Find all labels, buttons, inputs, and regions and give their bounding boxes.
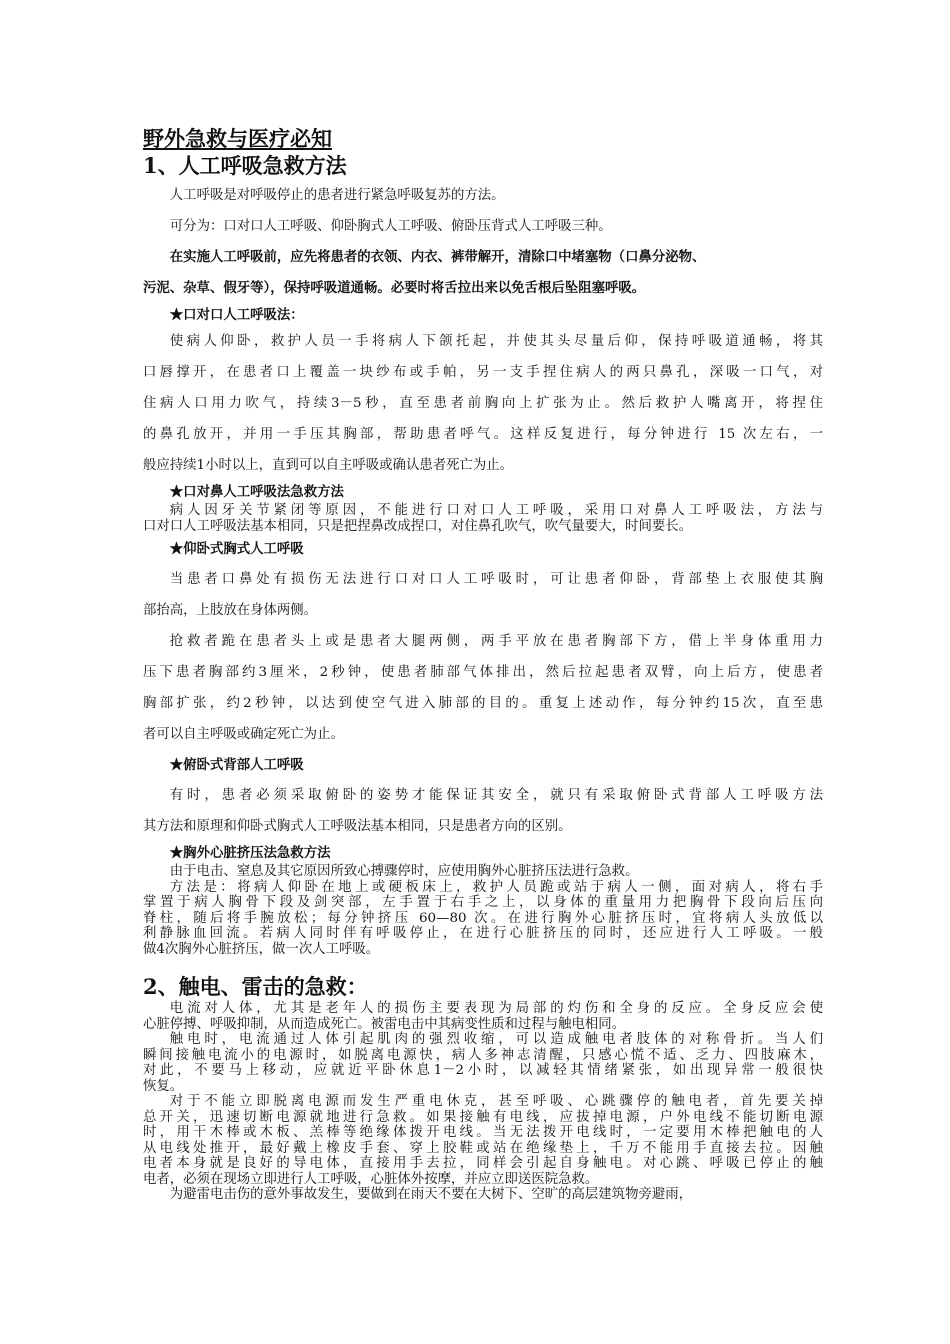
text-line: 口对口人工呼吸法基本相同，只是把捏鼻改成捏口，对住鼻孔吹气，吹气量要大，时间要长。 xyxy=(143,518,693,534)
paragraph-cpr-preparation xyxy=(143,242,823,304)
paragraph-chest-compression-2 xyxy=(143,880,823,958)
text-line: 总开关，迅速切断电源就地进行急救。如果接触有电线，应拔掉电源，户外电线不能切断电源 xyxy=(143,1109,823,1125)
text-line: 时，用干木棒或木板、羔棒等绝缘体拨开电线。当无法拨开电线时，一定要用木棒把触电的人 xyxy=(143,1125,823,1140)
subheading-mouth-to-nose: ★口对鼻人工呼吸法急救方法 xyxy=(169,484,344,500)
subheading-supine-chest: ★仰卧式胸式人工呼吸 xyxy=(169,541,304,557)
paragraph-cpr-types: 可分为：口对口人工呼吸、仰卧胸式人工呼吸、俯卧压背式人工呼吸三种。 xyxy=(169,219,612,234)
document-title: 野外急救与医疗必知 xyxy=(143,126,332,151)
paragraph-shock-severe xyxy=(143,1094,823,1187)
paragraph-lightning-prevention xyxy=(143,1187,823,1203)
paragraph-shock-injury xyxy=(143,1001,823,1032)
text-line: 方法是：将病人仰卧在地上或硬板床上，救护人员跪或站于病人一侧，面对病人，将右手 xyxy=(169,879,823,895)
text-line: 做4次胸外心脏挤压，做一次人工呼吸。 xyxy=(143,941,380,957)
paragraph-chest-compression-1 xyxy=(143,864,823,880)
section-heading-electric-shock: 2、触电、雷击的急救： xyxy=(143,974,368,999)
text-line: 压下患者胸部约3厘米，2秒钟，使患者肺部气体排出，然后拉起患者双臂，向上后方，使患者 xyxy=(143,665,823,680)
text-line: 污泥、杂草、假牙等），保持呼吸道通畅。必要时将舌拉出来以免舌根后坠阻塞呼吸。 xyxy=(143,280,646,296)
text-line: 当患者口鼻处有损伤无法进行口对口人工呼吸时，可让患者仰卧，背部垫上衣服使其胸 xyxy=(169,572,823,587)
text-line: 掌置于病人胸骨下段及剑突部，左手置于右手之上，以身体的重量用力把胸骨下段向后压向 xyxy=(143,895,823,910)
paragraph-supine-chest-1 xyxy=(143,564,823,626)
subheading-chest-compression: ★胸外心脏挤压法急救方法 xyxy=(169,845,331,861)
text-line: 口唇撑开，在患者口上覆盖一块纱布或手帕，另一支手捏住病人的两只鼻孔，深吸一口气，对 xyxy=(143,365,823,380)
subheading-mouth-to-mouth: ★口对口人工呼吸法： xyxy=(169,307,304,323)
text-line: 对于不能立即脱离电源而发生严重电休克，甚至呼吸、心跳骤停的触电者，首先要关掉 xyxy=(169,1094,823,1109)
text-line: 抢救者跪在患者头上或是患者大腿两侧，两手平放在患者胸部下方，借上半身体重用力 xyxy=(169,634,823,649)
paragraph-mouth-to-nose xyxy=(143,503,823,534)
text-line: 从电线处推开，最好戴上橡皮手套、穿上胶鞋或站在绝缘垫上，千万不能用手直接去拉。因触 xyxy=(143,1140,823,1156)
text-line: 为避雷电击伤的意外事故发生，要做到在雨天不要在大树下、空旷的高层建筑物旁避雨， xyxy=(169,1187,693,1202)
text-line: 在实施人工呼吸前，应先将患者的衣领、内衣、裤带解开，清除口中堵塞物（口鼻分泌物、 xyxy=(169,249,706,265)
text-line: 由于电击、窒息及其它原因所致心搏骤停时，应使用胸外心脏挤压法进行急救。 xyxy=(169,864,639,879)
text-line: 病人因牙关节紧闭等原因，不能进行口对口人工呼吸，采用口对鼻人工呼吸法，方法与 xyxy=(169,503,823,518)
paragraph-supine-chest-2 xyxy=(143,626,823,750)
text-line: 有时，患者必须采取俯卧的姿势才能保证其安全，就只有采取俯卧式背部人工呼吸方法 xyxy=(169,788,823,803)
text-line: 瞬间接触电流小的电源时，如脱离电源快，病人多神志清醒，只感心慌不适、乏力、四肢麻木， xyxy=(143,1047,823,1063)
subheading-prone-back: ★俯卧式背部人工呼吸 xyxy=(169,757,304,773)
text-line: 电者本身就是良好的导电体，直接用手去拉，同样会引起自身触电。对心跳、呼吸已停止的触 xyxy=(143,1156,823,1171)
text-line: 其方法和原理和仰卧式胸式人工呼吸法基本相同，只是患者方向的区别。 xyxy=(143,819,572,834)
text-line: 脊柱，随后将手腕放松；每分钟挤压 60—80 次。在进行胸外心脏挤压时，宜将病人头放低以 xyxy=(143,910,823,926)
text-line: 电者，必须在现场立即进行人工呼吸，心脏体外按摩，并应立即送医院急救。 xyxy=(143,1171,599,1187)
paragraph-cpr-definition: 人工呼吸是对呼吸停止的患者进行紧急呼吸复苏的方法。 xyxy=(169,188,505,203)
text-line: 部抬高，上肢放在身体两侧。 xyxy=(143,603,318,618)
text-line: 触电时，电流通过人体引起肌肉的强烈收缩，可以造成触电者肢体的对称骨折。当人们 xyxy=(169,1032,823,1047)
paragraph-shock-mild xyxy=(143,1032,823,1094)
text-line: 电流对人体，尤其是老年人的损伤主要表现为局部的灼伤和全身的反应。全身反应会使 xyxy=(169,1001,823,1016)
text-line: 者可以自主呼吸或确定死亡为止。 xyxy=(143,727,344,742)
text-line: 恢复。 xyxy=(143,1078,184,1094)
text-line: 胸部扩张，约2秒钟，以达到使空气进入肺部的目的。重复上述动作，每分钟约15次，直至患 xyxy=(143,696,823,711)
document-body xyxy=(143,126,823,1203)
text-line: 般应持续1小时以上，直到可以自主呼吸或确认患者死亡为止。 xyxy=(143,458,514,473)
text-line: 利静脉血回流。若病人同时伴有呼吸停止，在进行心脏挤压的同时，还应进行人工呼吸。一般 xyxy=(143,926,823,941)
text-line: 住病人口用力吹气，持续3－5秒，直至患者前胸向上扩张为止。然后救护人嘴离开，将捏住 xyxy=(143,396,823,411)
text-line: 心脏停搏、呼吸抑制，从而造成死亡。被雷电击中其病变性质和过程与触电相同。 xyxy=(143,1016,626,1032)
text-line: 对此，不要马上移动，应就近平卧休息1－2小时，以减轻其情绪紧张，如出现异常一般很快 xyxy=(143,1063,823,1078)
section-heading-cpr: 1、人工呼吸急救方法 xyxy=(143,153,347,178)
paragraph-prone-back xyxy=(143,780,823,842)
paragraph-mouth-to-mouth xyxy=(143,326,823,481)
text-line: 的鼻孔放开，并用一手压其胸部，帮助患者呼气。这样反复进行，每分钟进行 15 次左右，一 xyxy=(143,427,823,442)
text-line: 使病人仰卧，救护人员一手将病人下颌托起，并使其头尽量后仰，保持呼吸道通畅，将其 xyxy=(169,334,823,349)
